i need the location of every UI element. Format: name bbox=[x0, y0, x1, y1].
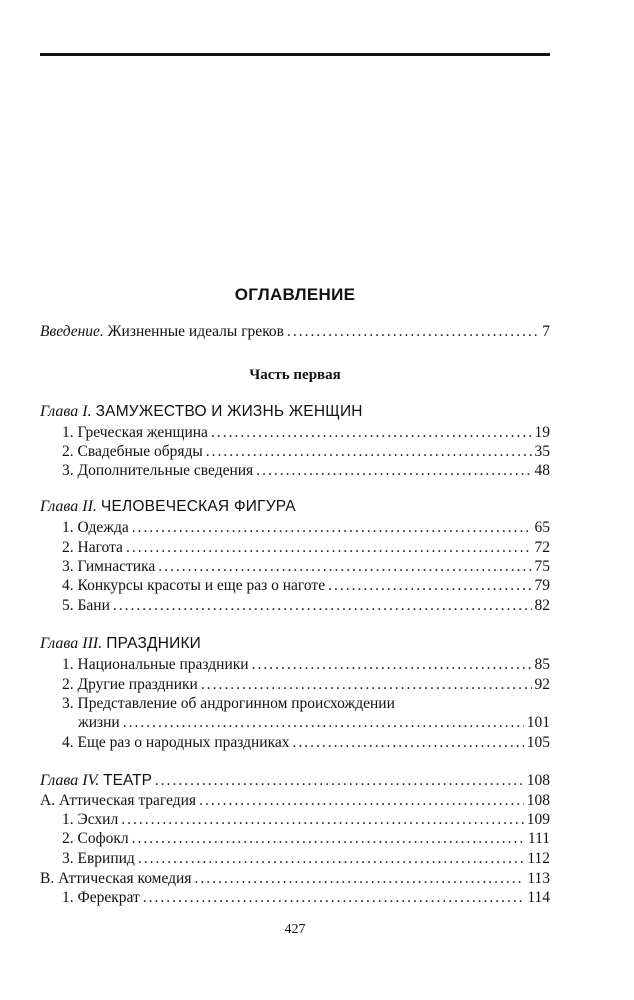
chapter-heading-entry[interactable]: Глава IV. ТЕАТР ..... 108 bbox=[40, 771, 550, 791]
page-number: 427 bbox=[284, 922, 306, 937]
toc-entry[interactable]: 1. Национальные праздники ..... 85 bbox=[62, 655, 550, 675]
toc-entry[interactable]: 5. Бани ..... 82 bbox=[62, 596, 550, 616]
toc-entry[interactable]: 2. Софокл ..... 111 bbox=[62, 829, 550, 849]
entry-label: Введение. Жизненные идеалы греков bbox=[40, 323, 284, 340]
toc-entry[interactable]: 1. Эсхил ..... 109 bbox=[62, 810, 550, 830]
top-rule bbox=[40, 53, 550, 56]
toc-entry[interactable]: А. Аттическая трагедия ..... 108 bbox=[40, 791, 550, 811]
leader-dots bbox=[287, 322, 539, 342]
entry-page: 7 bbox=[542, 323, 550, 340]
toc-entry[interactable]: В. Аттическая комедия ..... 113 bbox=[40, 869, 550, 889]
chapter-heading: Глава III. ПРАЗДНИКИ bbox=[40, 635, 202, 652]
toc-entry-intro[interactable] bbox=[40, 322, 550, 342]
part-heading: Часть первая bbox=[249, 367, 341, 383]
toc-entry[interactable]: 3. Еврипид ..... 112 bbox=[62, 849, 550, 869]
toc-entry-first-line[interactable]: 3. Представление об андрогинном происхождении bbox=[62, 695, 395, 712]
toc-entry[interactable]: 2. Нагота ..... 72 bbox=[62, 538, 550, 558]
toc-entry[interactable]: 3. Дополнительные сведения ..... 48 bbox=[62, 461, 550, 481]
toc-entry[interactable]: 2. Другие праздники ..... 92 bbox=[62, 675, 550, 695]
chapter-heading: Глава I. ЗАМУЖЕСТВО И ЖИЗНЬ ЖЕНЩИН bbox=[40, 403, 363, 420]
toc-entry[interactable]: 1. Ферекрат ..... 114 bbox=[62, 888, 550, 908]
toc-entry[interactable]: жизни ..... 101 bbox=[78, 713, 550, 733]
toc-entry[interactable]: 3. Гимнастика ..... 75 bbox=[62, 557, 550, 577]
toc-entry[interactable]: 4. Еще раз о народных праздниках ..... 105 bbox=[62, 733, 550, 753]
chapter-heading: Глава II. ЧЕЛОВЕЧЕСКАЯ ФИГУРА bbox=[40, 498, 296, 515]
toc-entry[interactable]: 2. Свадебные обряды ..... 35 bbox=[62, 442, 550, 462]
toc-title: ОГЛАВЛЕНИЕ bbox=[234, 285, 356, 304]
toc-entry[interactable]: 1. Одежда ..... 65 bbox=[62, 518, 550, 538]
toc-entry[interactable]: 4. Конкурсы красоты и еще раз о наготе ..... 79 bbox=[62, 576, 550, 596]
toc-entry[interactable]: 1. Греческая женщина ..... 19 bbox=[62, 423, 550, 443]
